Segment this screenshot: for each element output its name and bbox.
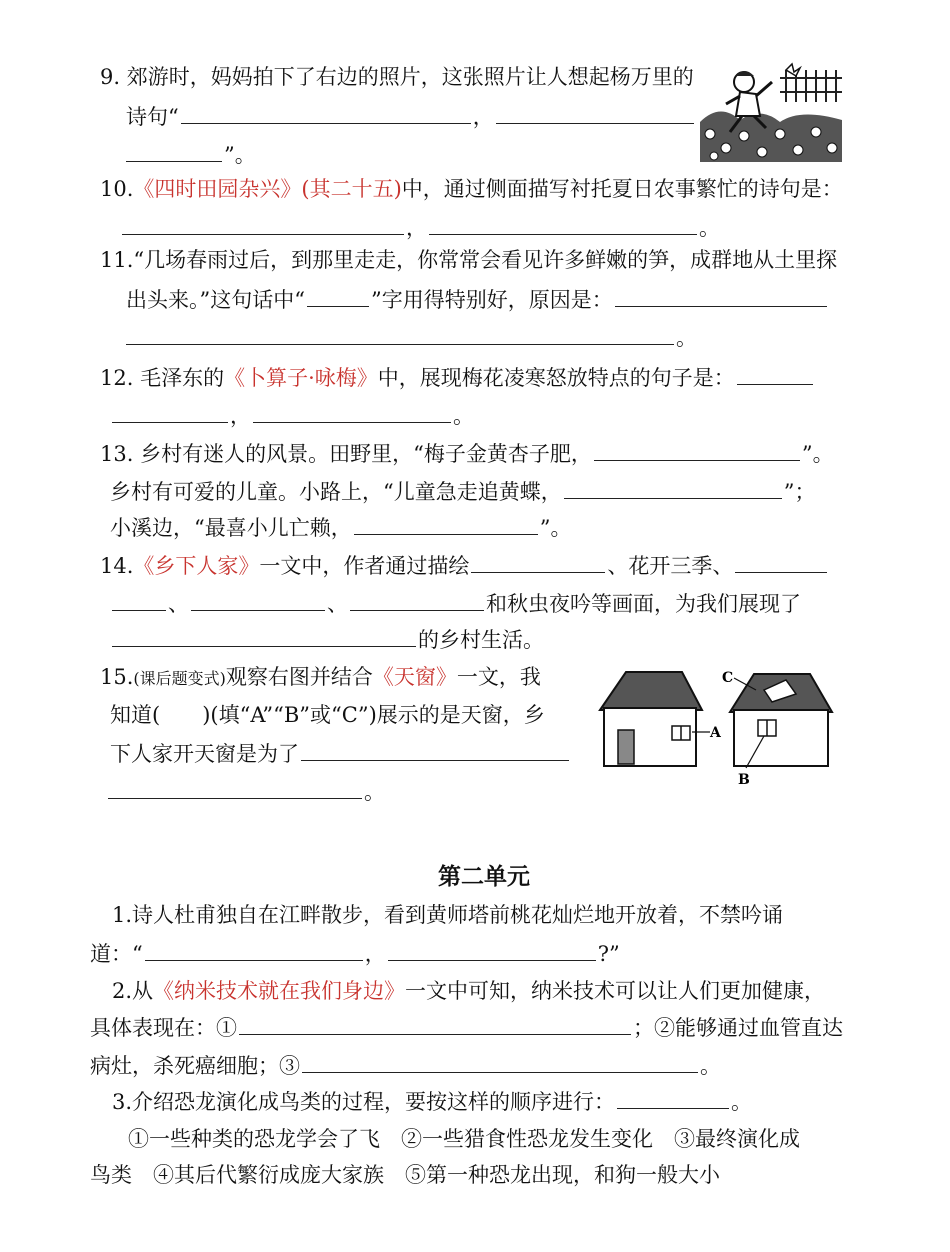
q12-blank-2[interactable] [112,400,228,423]
q9-prefix: 诗句“ [126,105,179,129]
u2-q2-blank-1[interactable] [239,1012,631,1035]
q15-line-3 [110,738,571,769]
q13-text-3: 小溪边，“最喜小儿亡赖， [110,516,352,540]
q15-text-2: 知道( )(填“A”“B”或“C”)展示的是天窗，乡 [110,703,545,727]
q15-text-1: 一文，我 [456,665,541,689]
q15-blank-1[interactable] [301,738,569,761]
q14-text-4: 的乡村生活。 [418,628,544,652]
u2-q2-text: 一文中可知，纳米技术可以让人们更加健康， [405,979,826,1003]
q10-poem-title: 《四时田园杂兴》(其二十五) [133,177,402,201]
q13-blank-2[interactable] [564,476,782,499]
u2-q1-prefix: 道：“ [90,942,143,966]
q13-number: 13. [100,442,134,466]
u2-q2-text-4: 病灶，杀死癌细胞；③ [90,1054,300,1078]
q12-comma: ， [230,404,251,428]
q9-number: 9. [100,65,121,89]
houses-figure [596,664,846,794]
q15-article-title: 《天窗》 [372,665,457,689]
u2-q3-options-2 [90,1160,720,1190]
q9-blank-2[interactable] [496,101,694,124]
q10-line-1 [100,174,843,204]
q13-end-2: ”； [783,480,816,504]
u2-q3-options-1 [128,1124,800,1154]
q14-number: 14. [100,554,134,578]
u2-q3-text: 3.介绍恐龙演化成鸟类的过程，要按这样的顺序进行： [112,1090,616,1114]
q13-line-3 [110,512,572,543]
q12-line-2 [110,400,474,431]
q13-end-3: ”。 [539,516,572,540]
q15-blank-2[interactable] [108,776,362,799]
u2-q2-text-2: 具体表现在：① [90,1016,237,1040]
q12-number: 12. [100,366,134,390]
q14-line-3 [110,624,544,655]
u2-q1-text: 1.诗人杜甫独自在江畔散步，看到黄师塔前桃花灿烂地开放着，不禁吟诵 [112,903,784,927]
u2-q3-end: 。 [731,1090,753,1114]
u2-q3-blank[interactable] [617,1086,729,1109]
q14-blank-6[interactable] [112,624,416,647]
q10-blank-2[interactable] [429,212,697,235]
q13-line-2 [110,476,815,507]
q13-text-2: 乡村有可爱的儿童。小路上，“儿童急走追黄蝶， [110,480,562,504]
u2-q2-prefix: 2.从 [112,979,154,1003]
u2-q1-blank-1[interactable] [145,938,363,961]
q11-blank-word[interactable] [307,284,369,307]
u2-q2-text-3: ；②能够通过血管直达 [633,1016,843,1040]
u2-q1-blank-2[interactable] [388,938,596,961]
q14-text-2: 、花开三季、 [607,554,734,578]
q14-blank-2[interactable] [735,550,827,573]
q11-blank-reason[interactable] [615,284,827,307]
q12-blank-3[interactable] [253,400,451,423]
q10-end: 。 [699,216,720,240]
q9-text: 郊游时，妈妈拍下了右边的照片，这张照片让人想起杨万里的 [126,65,694,89]
u2-q3-options-text-1: ①一些种类的恐龙学会了飞 ②一些猎食性恐龙发生变化 ③最终演化成 [128,1127,800,1151]
q14-sep-1: 、 [168,592,189,616]
q14-line-2 [110,588,801,619]
q14-blank-3[interactable] [112,588,166,611]
q14-sep-2: 、 [327,592,348,616]
q13-blank-3[interactable] [354,512,538,535]
q11-reason-label: ”字用得特别好，原因是： [370,288,613,312]
q9-line-1 [100,62,694,92]
q11-line-3 [124,322,697,353]
u2-q2-blank-2[interactable] [302,1050,698,1073]
q11-prefix: 出头来。”这句话中“ [126,288,305,312]
label-c: C [722,670,734,686]
u2-q1-comma: ， [364,942,386,966]
q12-poem-title: 《卜算子·咏梅》 [224,366,378,390]
q10-text: 中，通过侧面描写衬托夏日农事繁忙的诗句是： [401,177,843,201]
q15-line-2 [110,700,545,730]
u2-q3-options-text-2: 鸟类 ④其后代繁衍成庞大家族 ⑤第一种恐龙出现，和狗一般大小 [90,1163,720,1187]
q13-end-1: ”。 [801,442,834,466]
q11-end: 。 [676,326,697,350]
q13-blank-1[interactable] [594,438,800,461]
q14-article-title: 《乡下人家》 [133,554,260,578]
q12-text: 中，展现梅花凌寒怒放特点的句子是： [377,366,735,390]
q11-line-2 [126,284,829,315]
label-b: B [738,772,750,788]
q14-line-1 [100,550,829,581]
q10-comma: ， [406,216,427,240]
q9-blank-3[interactable] [126,139,222,162]
child-butterfly-photo [700,62,842,162]
q10-line-2 [120,212,720,243]
q15-text-3: 下人家开天窗是为了 [110,742,299,766]
q15-prefix: 观察右图并结合 [225,665,373,689]
q15-line-4 [106,776,385,807]
q15-end: 。 [364,780,385,804]
u2-q2-line-3 [90,1050,721,1081]
q15-line-1 [100,662,541,694]
q10-blank-1[interactable] [122,212,404,235]
q14-text-3: 和秋虫夜吟等画面，为我们展现了 [486,592,801,616]
q13-text-1: 乡村有迷人的风景。田野里，“梅子金黄杏子肥， [140,442,592,466]
q9-comma: ， [472,105,494,129]
u2-q2-line-2 [90,1012,843,1043]
q12-prefix: 毛泽东的 [140,366,225,390]
q9-end: ”。 [224,143,256,167]
q12-end: 。 [453,404,474,428]
u2-q2-end: 。 [700,1054,721,1078]
q15-tag: (课后题变式) [133,669,226,688]
q9-line-2 [126,101,696,132]
q12-blank-1[interactable] [737,362,813,385]
u2-q1-end: ?” [597,942,620,966]
u2-q3-line-1 [112,1086,752,1117]
q9-blank-1[interactable] [181,101,471,124]
left-house-roof [600,672,702,710]
q14-text-1: 一文中，作者通过描绘 [259,554,470,578]
q11-blank-reason-2[interactable] [126,322,674,345]
u2-q2-article-title: 《纳米技术就在我们身边》 [153,979,406,1003]
q14-blank-5[interactable] [350,588,484,611]
q11-text: “几场春雨过后，到那里走走，你常常会看见许多鲜嫩的笋，成群地从土里探 [133,248,838,272]
unit2-title: 第二单元 [438,864,530,890]
q14-blank-1[interactable] [471,550,605,573]
right-house-wall [734,710,828,766]
q11-number: 11. [100,248,134,272]
u2-q1-line-2 [90,938,620,969]
q13-line-1 [100,438,834,469]
q9-line-3 [124,139,256,170]
q15-number: 15. [100,665,134,689]
u2-q2-line-1 [112,976,825,1006]
label-a: A [710,725,721,741]
left-house-door [618,730,634,764]
q12-line-1 [100,362,815,393]
q14-blank-4[interactable] [191,588,325,611]
q10-number: 10. [100,177,134,201]
u2-q1-line-1 [112,900,783,930]
q11-line-1 [100,245,837,275]
